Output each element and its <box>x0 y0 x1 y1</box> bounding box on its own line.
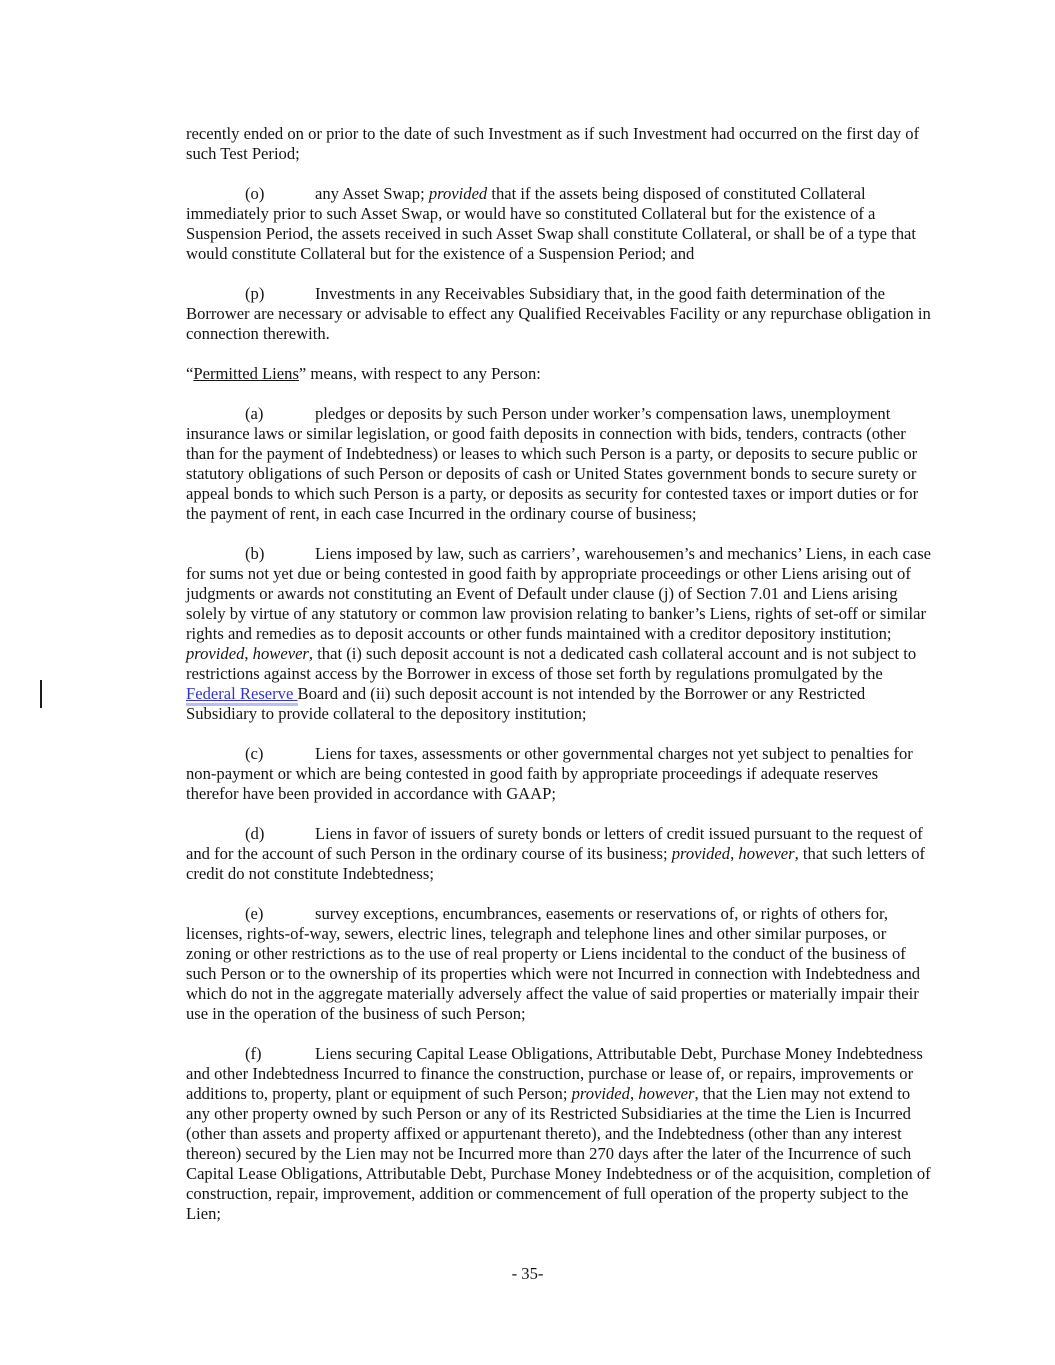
text-segment: ” means, with respect to any Person: <box>298 364 541 383</box>
text-segment: “ <box>186 364 194 383</box>
text-segment: provided <box>571 1084 630 1103</box>
text-segment: survey exceptions, encumbrances, easements or reservations of, or rights of others for, licenses, rights-of-way, sewers, electric lines, telegraph and telephone lines and other similar purposes, or zoning or other restrictions as to the use of real property or Liens incidental to the conduct of the business of such Person or to the ownership of its properties which were not Incurred in connection with Indebtedness and which do not in the aggregate materially adversely affect the value of said properties or materially impair their use in the operation of the business of such Person; <box>186 904 921 1023</box>
text-segment: , <box>244 644 253 663</box>
text-segment: Liens securing Capital Lease Obligations, Attributable Debt, Purchase Money Indebtedness and other Indebtedness Incurred to finance the construction, purchase or lease of, or repairs, improvements or additions to, property, plant or equipment of such Person; <box>186 1044 923 1103</box>
page-number: - 35- <box>511 1264 544 1283</box>
federal-reserve-link[interactable]: Federal Reserve <box>186 684 298 706</box>
list-item-label: (p) <box>245 284 265 303</box>
list-item-label: (e) <box>245 904 264 923</box>
text-segment: recently ended on or prior to the date of such Investment as if such Investment had occurred on the first day of such Test Period; <box>186 124 920 163</box>
list-item-paragraph <box>186 824 934 884</box>
text-segment: pledges or deposits by such Person under worker’s compensation laws, unemployment insurance laws or similar legislation, or good faith deposits in connection with bids, tenders, contracts (other than for the payment of Indebtedness) or leases to which such Person is a party, or deposits to secure public or statutory obligations of such Person or deposits of cash or United States government bonds to secure surety or appeal bonds to which such Person is a party, or deposits as security for contested taxes or import duties or for the payment of rent, in each case Incurred in the ordinary course of business; <box>186 404 919 523</box>
list-item-label: (c) <box>245 744 264 763</box>
list-item-paragraph <box>186 904 934 1024</box>
text-segment: provided <box>186 644 245 663</box>
document-content <box>186 124 934 1224</box>
list-item-paragraph <box>186 404 934 524</box>
margin-change-bar <box>40 680 42 708</box>
text-segment: however <box>252 644 309 663</box>
text-segment: , <box>730 844 739 863</box>
text-segment: any Asset Swap; <box>315 184 429 203</box>
list-item-paragraph <box>186 1044 934 1224</box>
list-item-label: (b) <box>245 544 265 563</box>
text-segment: provided <box>671 844 731 863</box>
text-segment: , that (i) such deposit account is not a dedicated cash collateral account and is not subject to restrictions against access by the Borrower in excess of those set forth by regulations promulgated by the <box>186 644 917 683</box>
list-item-label: (d) <box>245 824 265 843</box>
text-segment: however <box>638 1084 695 1103</box>
text-segment: Liens imposed by law, such as carriers’, warehousemen’s and mechanics’ Liens, in each case for sums not yet due or being contested in good faith by appropriate proceedings or other Liens arising out of judgments or awards not constituting an Event of Default under clause (j) of Section 7.01 and Liens arising solely by virtue of any statutory or common law provision relating to banker’s Liens, rights of set-off or similar rights and remedies as to deposit accounts or other funds maintained with a creditor depository institution; <box>186 544 932 643</box>
list-item-label: (o) <box>245 184 265 203</box>
text-segment: Liens for taxes, assessments or other governmental charges not yet subject to penalties for non-payment or which are being contested in good faith by appropriate proceedings if adequate reserves therefor have been provided in accordance with GAAP; <box>186 744 913 803</box>
list-item-label: (a) <box>245 404 264 423</box>
text-segment: Board and (ii) such deposit account is not intended by the Borrower or any Restricted Subsidiary to provide collateral to the depository institution; <box>186 684 866 723</box>
text-segment: that if the assets being disposed of constituted Collateral immediately prior to such Asset Swap, or would have so constituted Collateral but for the existence of a Suspension Period, the assets received in such Asset Swap shall constitute Collateral, or shall be of a type that would constitute Collateral but for the existence of a Suspension Period; and <box>186 184 916 263</box>
text-segment: , that the Lien may not extend to any other property owned by such Person or any of its Restricted Subsidiaries at the time the Lien is Incurred (other than assets and property affixed or appurtenant thereto), and the Indebtedness (other than any interest thereon) secured by the Lien may not be Incurred more than 270 days after the later of the Incurrence of such Capital Lease Obligations, Attributable Debt, Purchase Money Indebtedness or of the acquisition, completion of construction, repair, improvement, addition or commencement of full operation of the property subject to the Lien; <box>186 1084 931 1223</box>
text-segment: Liens in favor of issuers of surety bonds or letters of credit issued pursuant to the request of and for the account of such Person in the ordinary course of its business; <box>186 824 923 863</box>
text-segment: , that such letters of credit do not constitute Indebtedness; <box>186 844 926 883</box>
paragraph <box>186 364 934 384</box>
text-segment: however <box>738 844 795 863</box>
list-item-label: (f) <box>245 1044 262 1063</box>
list-item-paragraph <box>186 284 934 344</box>
list-item-paragraph <box>186 744 934 804</box>
list-item-paragraph <box>186 184 934 264</box>
text-segment: , <box>629 1084 639 1103</box>
list-item-paragraph <box>186 544 934 724</box>
text-segment: Investments in any Receivables Subsidiary that, in the good faith determination of the Borrower are necessary or advisable to effect any Qualified Receivables Facility or any repurchase obligation in connection therewith. <box>186 284 931 343</box>
text-segment: provided <box>428 184 488 203</box>
paragraph <box>186 124 934 164</box>
text-segment: Permitted Liens <box>193 364 299 383</box>
